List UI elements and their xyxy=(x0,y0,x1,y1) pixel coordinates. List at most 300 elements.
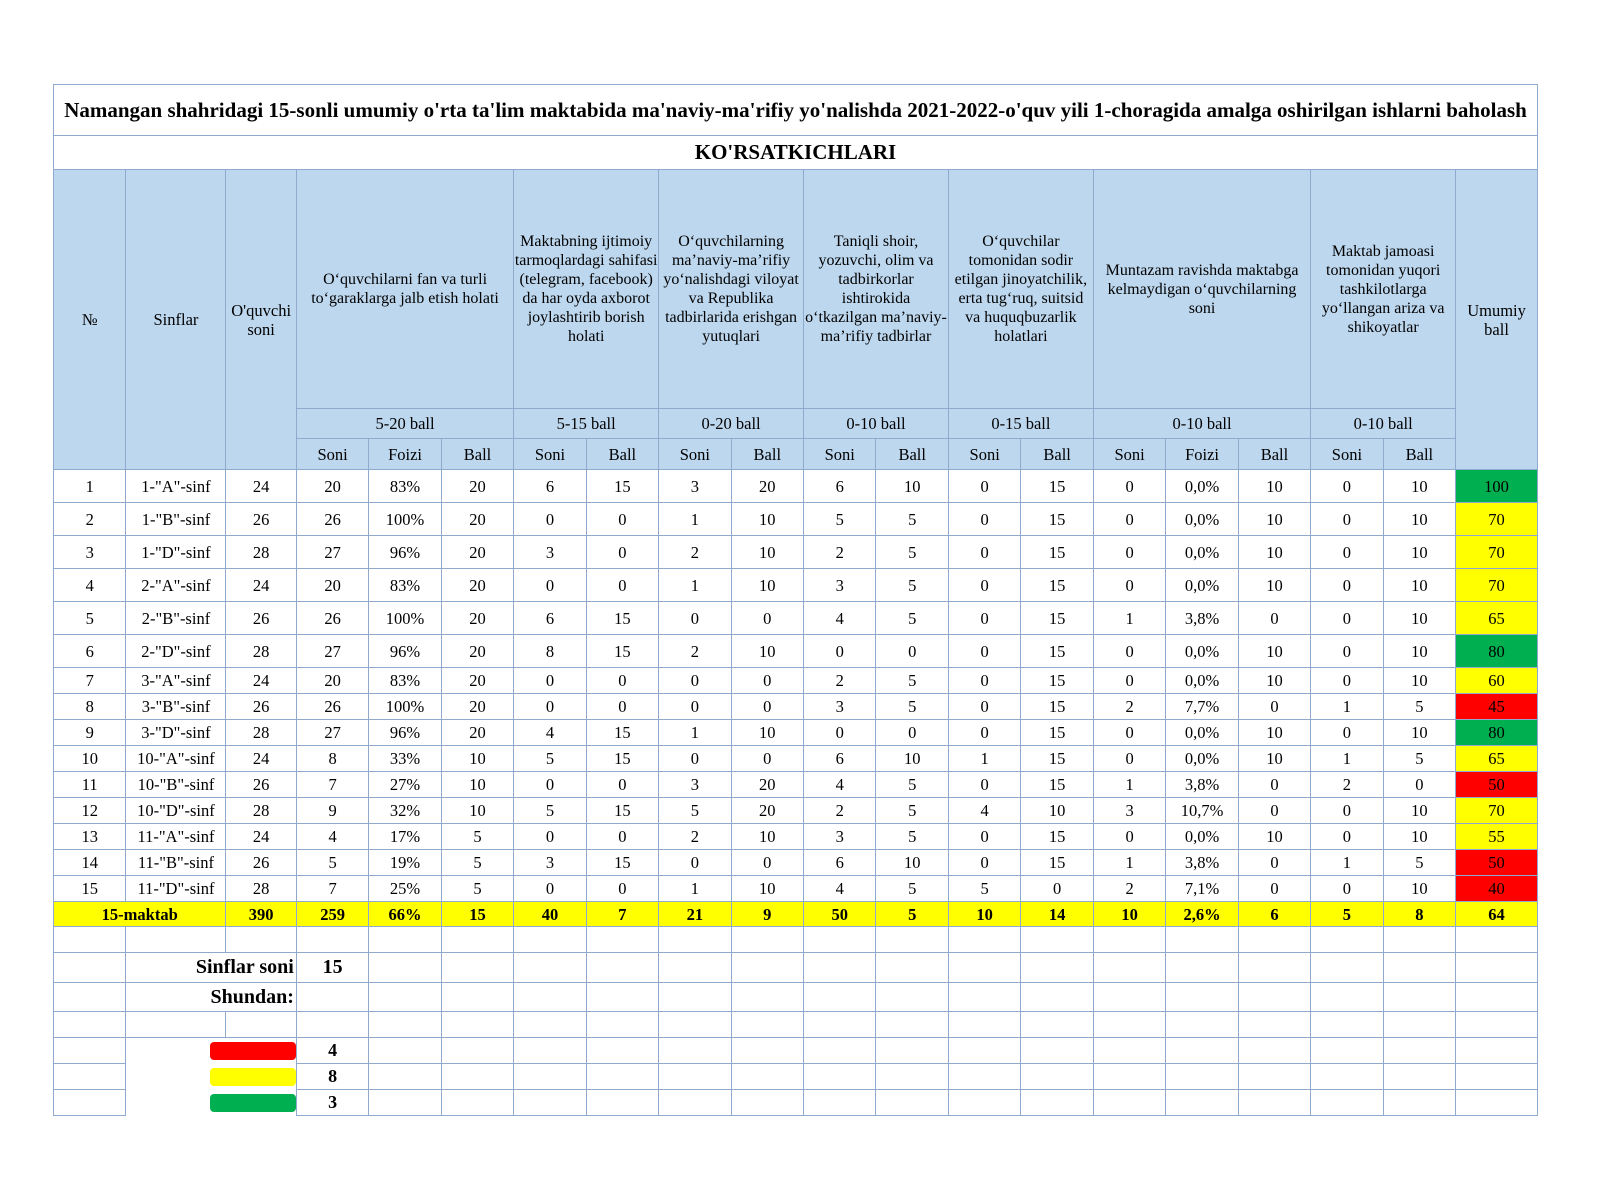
totals-cell: 259 xyxy=(296,902,368,927)
row-number: 2 xyxy=(54,503,126,536)
empty-cell xyxy=(948,1038,1020,1064)
table-cell: 10 xyxy=(1383,536,1455,569)
legend-color-swatch xyxy=(210,1068,296,1086)
empty-cell xyxy=(948,983,1020,1012)
empty-cell xyxy=(1093,1090,1165,1116)
row-students: 26 xyxy=(226,503,296,536)
summary-classes-value: 15 xyxy=(296,953,368,983)
table-cell: 15 xyxy=(1021,668,1093,694)
empty-cell xyxy=(1456,983,1538,1012)
table-cell: 15 xyxy=(1021,470,1093,503)
table-cell: 0 xyxy=(514,694,586,720)
row-total-score: 80 xyxy=(1456,635,1538,668)
empty-cell xyxy=(514,1038,586,1064)
table-cell: 8 xyxy=(296,746,368,772)
subheader-soni: Soni xyxy=(296,439,368,470)
empty-cell xyxy=(514,1064,586,1090)
empty-cell xyxy=(54,1090,126,1116)
empty-cell xyxy=(1021,953,1093,983)
table-cell: 3 xyxy=(804,569,876,602)
table-cell: 5 xyxy=(296,850,368,876)
header-group-6: Muntazam ravishda maktabga kelmaydigan o‘quvchilarning soni xyxy=(1093,170,1310,409)
empty-cell xyxy=(1166,983,1238,1012)
table-row xyxy=(54,668,1538,694)
table-cell: 1 xyxy=(1311,850,1383,876)
row-total-score: 50 xyxy=(1456,772,1538,798)
table-cell: 3 xyxy=(514,536,586,569)
table-cell: 5 xyxy=(876,503,948,536)
table-cell: 4 xyxy=(948,798,1020,824)
table-cell: 33% xyxy=(369,746,441,772)
table-cell: 0 xyxy=(948,569,1020,602)
table-cell: 0 xyxy=(586,569,658,602)
table-cell: 96% xyxy=(369,635,441,668)
row-students: 26 xyxy=(226,602,296,635)
table-cell: 5 xyxy=(441,824,513,850)
table-cell: 0 xyxy=(514,503,586,536)
table-cell: 10 xyxy=(1238,635,1310,668)
table-cell: 15 xyxy=(1021,720,1093,746)
row-total-score: 45 xyxy=(1456,694,1538,720)
table-cell: 3 xyxy=(514,850,586,876)
table-cell: 0,0% xyxy=(1166,503,1238,536)
row-total-score: 70 xyxy=(1456,536,1538,569)
table-cell: 25% xyxy=(369,876,441,902)
table-row xyxy=(54,503,1538,536)
row-class: 3-"A"-sinf xyxy=(126,668,226,694)
totals-cell: 5 xyxy=(876,902,948,927)
table-cell: 15 xyxy=(1021,569,1093,602)
table-cell: 15 xyxy=(1021,694,1093,720)
row-number: 4 xyxy=(54,569,126,602)
table-cell: 0 xyxy=(1311,876,1383,902)
table-cell: 0 xyxy=(514,824,586,850)
table-cell: 5 xyxy=(876,536,948,569)
table-cell: 0 xyxy=(1238,772,1310,798)
empty-cell xyxy=(1238,1064,1310,1090)
table-cell: 0 xyxy=(1093,668,1165,694)
table-cell: 0 xyxy=(659,694,731,720)
empty-cell xyxy=(1166,953,1238,983)
empty-cell xyxy=(659,1012,731,1038)
empty-cell xyxy=(226,927,296,953)
table-cell: 0 xyxy=(731,668,803,694)
table-cell: 15 xyxy=(586,635,658,668)
legend-swatch-cell xyxy=(126,1090,296,1116)
table-cell: 10 xyxy=(1383,720,1455,746)
table-cell: 4 xyxy=(804,876,876,902)
table-cell: 0 xyxy=(586,876,658,902)
empty-cell xyxy=(731,1064,803,1090)
subheader-ball: Ball xyxy=(1021,439,1093,470)
empty-cell xyxy=(226,1012,296,1038)
empty-cell xyxy=(1166,1038,1238,1064)
table-cell: 3,8% xyxy=(1166,602,1238,635)
totals-cell: 5 xyxy=(1311,902,1383,927)
header-students: O'quvchi soni xyxy=(226,170,296,470)
table-cell: 7 xyxy=(296,876,368,902)
table-cell: 2 xyxy=(1311,772,1383,798)
empty-cell xyxy=(586,983,658,1012)
row-class: 1-"A"-sinf xyxy=(126,470,226,503)
empty-cell xyxy=(731,927,803,953)
row-number: 14 xyxy=(54,850,126,876)
row-class: 1-"D"-sinf xyxy=(126,536,226,569)
table-cell: 4 xyxy=(296,824,368,850)
table-cell: 10 xyxy=(1383,602,1455,635)
empty-cell xyxy=(369,1090,441,1116)
empty-cell xyxy=(586,1064,658,1090)
header-range-5: 0-15 ball xyxy=(948,409,1093,439)
evaluation-table xyxy=(53,84,1538,1116)
empty-cell xyxy=(441,1012,513,1038)
table-cell: 20 xyxy=(441,470,513,503)
table-cell: 2 xyxy=(659,824,731,850)
table-cell: 5 xyxy=(1383,746,1455,772)
row-total-score: 65 xyxy=(1456,746,1538,772)
table-cell: 9 xyxy=(296,798,368,824)
table-row xyxy=(54,798,1538,824)
subheader-foizi: Foizi xyxy=(1166,439,1238,470)
table-cell: 0 xyxy=(948,720,1020,746)
table-cell: 2 xyxy=(804,668,876,694)
totals-cell: 6 xyxy=(1238,902,1310,927)
empty-cell xyxy=(586,1038,658,1064)
table-cell: 0 xyxy=(586,694,658,720)
table-row xyxy=(54,876,1538,902)
table-cell: 4 xyxy=(804,772,876,798)
table-cell: 0 xyxy=(1021,876,1093,902)
table-cell: 0 xyxy=(1311,470,1383,503)
row-total-score: 60 xyxy=(1456,668,1538,694)
table-cell: 15 xyxy=(586,746,658,772)
table-cell: 10 xyxy=(441,746,513,772)
empty-cell xyxy=(296,1012,368,1038)
legend-count: 8 xyxy=(296,1064,368,1090)
empty-cell xyxy=(1238,1090,1310,1116)
row-class: 2-"D"-sinf xyxy=(126,635,226,668)
subheader-soni: Soni xyxy=(1093,439,1165,470)
table-cell: 96% xyxy=(369,720,441,746)
table-cell: 20 xyxy=(296,470,368,503)
empty-cell xyxy=(586,1012,658,1038)
table-cell: 10 xyxy=(1238,569,1310,602)
table-cell: 0 xyxy=(731,850,803,876)
row-class: 2-"B"-sinf xyxy=(126,602,226,635)
header-group-7: Maktab jamoasi tomonidan yuqori tashkilotlarga yo‘llangan ariza va shikoyatlar xyxy=(1311,170,1456,409)
empty-cell xyxy=(1238,927,1310,953)
table-cell: 83% xyxy=(369,470,441,503)
table-cell: 20 xyxy=(441,602,513,635)
table-cell: 0 xyxy=(586,772,658,798)
table-cell: 0 xyxy=(948,635,1020,668)
table-cell: 0 xyxy=(586,503,658,536)
table-cell: 6 xyxy=(804,470,876,503)
empty-cell xyxy=(126,1012,226,1038)
table-cell: 5 xyxy=(659,798,731,824)
table-cell: 5 xyxy=(804,503,876,536)
table-cell: 32% xyxy=(369,798,441,824)
header-range-1: 5-20 ball xyxy=(296,409,513,439)
table-cell: 5 xyxy=(441,876,513,902)
table-cell: 0 xyxy=(948,470,1020,503)
table-cell: 3 xyxy=(659,470,731,503)
table-cell: 1 xyxy=(948,746,1020,772)
table-cell: 15 xyxy=(1021,503,1093,536)
empty-cell xyxy=(1166,1090,1238,1116)
row-students: 28 xyxy=(226,635,296,668)
empty-cell xyxy=(659,983,731,1012)
empty-cell xyxy=(1238,983,1310,1012)
table-cell: 83% xyxy=(369,668,441,694)
empty-cell xyxy=(659,953,731,983)
header-group-4: Taniqli shoir, yozuvchi, olim va tadbirkorlar ishtirokida o‘tkazilgan ma’naviy-ma’rifiy tadbirlar xyxy=(804,170,949,409)
row-total-score: 70 xyxy=(1456,503,1538,536)
empty-cell xyxy=(586,953,658,983)
table-cell: 0 xyxy=(731,602,803,635)
table-cell: 15 xyxy=(1021,602,1093,635)
table-cell: 10 xyxy=(1021,798,1093,824)
empty-cell xyxy=(731,953,803,983)
table-cell: 5 xyxy=(876,569,948,602)
table-cell: 0 xyxy=(1311,824,1383,850)
table-cell: 0 xyxy=(731,746,803,772)
table-cell: 10 xyxy=(1383,876,1455,902)
table-cell: 6 xyxy=(804,850,876,876)
empty-cell xyxy=(948,1012,1020,1038)
table-cell: 10,7% xyxy=(1166,798,1238,824)
empty-cell xyxy=(1093,1064,1165,1090)
empty-cell xyxy=(1383,1090,1455,1116)
empty-cell xyxy=(54,983,126,1012)
empty-cell xyxy=(1166,1012,1238,1038)
table-cell: 15 xyxy=(586,798,658,824)
table-cell: 10 xyxy=(1383,569,1455,602)
table-cell: 3 xyxy=(659,772,731,798)
table-cell: 10 xyxy=(731,503,803,536)
totals-cell: 66% xyxy=(369,902,441,927)
empty-cell xyxy=(804,1012,876,1038)
table-cell: 4 xyxy=(514,720,586,746)
empty-cell xyxy=(948,953,1020,983)
empty-cell xyxy=(731,983,803,1012)
table-cell: 0 xyxy=(1311,503,1383,536)
table-cell: 5 xyxy=(514,798,586,824)
empty-cell xyxy=(1311,1012,1383,1038)
empty-cell xyxy=(514,953,586,983)
table-cell: 1 xyxy=(1093,850,1165,876)
table-row xyxy=(54,746,1538,772)
table-row xyxy=(54,772,1538,798)
empty-cell xyxy=(731,1090,803,1116)
table-cell: 20 xyxy=(731,798,803,824)
row-students: 28 xyxy=(226,798,296,824)
subheader-ball: Ball xyxy=(586,439,658,470)
table-cell: 2 xyxy=(659,635,731,668)
table-cell: 10 xyxy=(1238,720,1310,746)
row-total-score: 70 xyxy=(1456,569,1538,602)
table-cell: 15 xyxy=(1021,536,1093,569)
subheader-ball: Ball xyxy=(1383,439,1455,470)
table-cell: 0 xyxy=(804,720,876,746)
header-range-6: 0-10 ball xyxy=(1093,409,1310,439)
header-range-3: 0-20 ball xyxy=(659,409,804,439)
table-cell: 26 xyxy=(296,694,368,720)
empty-cell xyxy=(441,983,513,1012)
empty-cell xyxy=(659,927,731,953)
table-cell: 0 xyxy=(1093,470,1165,503)
blank-row xyxy=(54,927,1538,953)
row-class: 2-"A"-sinf xyxy=(126,569,226,602)
table-cell: 0,0% xyxy=(1166,470,1238,503)
row-students: 24 xyxy=(226,746,296,772)
table-cell: 0 xyxy=(876,635,948,668)
row-number: 3 xyxy=(54,536,126,569)
table-cell: 0 xyxy=(1093,536,1165,569)
row-number: 9 xyxy=(54,720,126,746)
totals-cell: 10 xyxy=(948,902,1020,927)
table-cell: 1 xyxy=(659,720,731,746)
table-cell: 10 xyxy=(731,569,803,602)
table-cell: 15 xyxy=(1021,635,1093,668)
empty-cell xyxy=(1311,983,1383,1012)
legend-row xyxy=(54,1038,1538,1064)
empty-cell xyxy=(1093,927,1165,953)
table-cell: 0 xyxy=(948,850,1020,876)
table-cell: 0 xyxy=(659,668,731,694)
table-cell: 5 xyxy=(876,798,948,824)
legend-swatch-cell xyxy=(126,1064,296,1090)
subheader-foizi: Foizi xyxy=(369,439,441,470)
table-cell: 10 xyxy=(731,824,803,850)
empty-cell xyxy=(659,1038,731,1064)
table-cell: 0,0% xyxy=(1166,824,1238,850)
subheader-soni: Soni xyxy=(804,439,876,470)
table-cell: 26 xyxy=(296,503,368,536)
table-cell: 0 xyxy=(659,746,731,772)
table-cell: 0 xyxy=(1383,772,1455,798)
row-students: 26 xyxy=(226,850,296,876)
empty-cell xyxy=(659,1064,731,1090)
table-row xyxy=(54,602,1538,635)
table-cell: 0,0% xyxy=(1166,668,1238,694)
empty-cell xyxy=(804,983,876,1012)
row-students: 24 xyxy=(226,470,296,503)
table-cell: 20 xyxy=(731,470,803,503)
empty-cell xyxy=(54,953,126,983)
table-cell: 5 xyxy=(441,850,513,876)
empty-cell xyxy=(1383,1064,1455,1090)
row-class: 11-"D"-sinf xyxy=(126,876,226,902)
subheader-soni: Soni xyxy=(1311,439,1383,470)
empty-cell xyxy=(804,1090,876,1116)
empty-cell xyxy=(586,1090,658,1116)
empty-cell xyxy=(1383,983,1455,1012)
empty-cell xyxy=(1311,1064,1383,1090)
empty-cell xyxy=(876,1064,948,1090)
table-cell: 100% xyxy=(369,694,441,720)
table-cell: 10 xyxy=(441,798,513,824)
table-cell: 20 xyxy=(296,668,368,694)
table-cell: 27 xyxy=(296,635,368,668)
empty-cell xyxy=(369,1064,441,1090)
totals-total-score: 64 xyxy=(1456,902,1538,927)
empty-cell xyxy=(876,927,948,953)
table-cell: 15 xyxy=(1021,850,1093,876)
table-cell: 5 xyxy=(876,824,948,850)
empty-cell xyxy=(1021,1012,1093,1038)
table-cell: 0 xyxy=(1311,668,1383,694)
table-cell: 0,0% xyxy=(1166,720,1238,746)
row-students: 24 xyxy=(226,824,296,850)
table-cell: 10 xyxy=(1383,470,1455,503)
table-cell: 0 xyxy=(514,876,586,902)
table-cell: 3 xyxy=(1093,798,1165,824)
legend-row xyxy=(54,1090,1538,1116)
subheader-ball: Ball xyxy=(876,439,948,470)
table-cell: 100% xyxy=(369,503,441,536)
table-cell: 0 xyxy=(1238,602,1310,635)
table-cell: 27 xyxy=(296,536,368,569)
table-cell: 0 xyxy=(1093,569,1165,602)
table-cell: 0 xyxy=(1238,876,1310,902)
table-cell: 20 xyxy=(441,668,513,694)
empty-cell xyxy=(1021,927,1093,953)
empty-cell xyxy=(1021,1038,1093,1064)
table-cell: 5 xyxy=(514,746,586,772)
empty-cell xyxy=(441,953,513,983)
row-number: 12 xyxy=(54,798,126,824)
row-students: 28 xyxy=(226,536,296,569)
totals-cell: 14 xyxy=(1021,902,1093,927)
empty-cell xyxy=(1311,927,1383,953)
table-cell: 5 xyxy=(876,772,948,798)
empty-cell xyxy=(514,1012,586,1038)
table-cell: 10 xyxy=(1383,824,1455,850)
row-number: 15 xyxy=(54,876,126,902)
totals-cell: 21 xyxy=(659,902,731,927)
table-cell: 0 xyxy=(1238,694,1310,720)
header-total: Umumiy ball xyxy=(1456,170,1538,470)
table-cell: 0 xyxy=(1093,824,1165,850)
empty-cell xyxy=(876,953,948,983)
table-cell: 20 xyxy=(731,772,803,798)
table-cell: 0 xyxy=(586,668,658,694)
table-cell: 7 xyxy=(296,772,368,798)
header-range-7: 0-10 ball xyxy=(1311,409,1456,439)
table-cell: 0 xyxy=(948,772,1020,798)
empty-cell xyxy=(369,1038,441,1064)
table-cell: 1 xyxy=(1093,772,1165,798)
empty-cell xyxy=(54,1038,126,1064)
row-total-score: 65 xyxy=(1456,602,1538,635)
empty-cell xyxy=(54,927,126,953)
table-cell: 0 xyxy=(948,602,1020,635)
table-cell: 5 xyxy=(1383,850,1455,876)
empty-cell xyxy=(948,1090,1020,1116)
table-row xyxy=(54,720,1538,746)
empty-cell xyxy=(441,1090,513,1116)
table-cell: 0 xyxy=(659,850,731,876)
row-students: 24 xyxy=(226,668,296,694)
table-cell: 2 xyxy=(659,536,731,569)
empty-cell xyxy=(1383,927,1455,953)
legend-count: 3 xyxy=(296,1090,368,1116)
empty-cell xyxy=(731,1012,803,1038)
table-cell: 6 xyxy=(804,746,876,772)
table-cell: 3,8% xyxy=(1166,850,1238,876)
row-class: 10-"B"-sinf xyxy=(126,772,226,798)
